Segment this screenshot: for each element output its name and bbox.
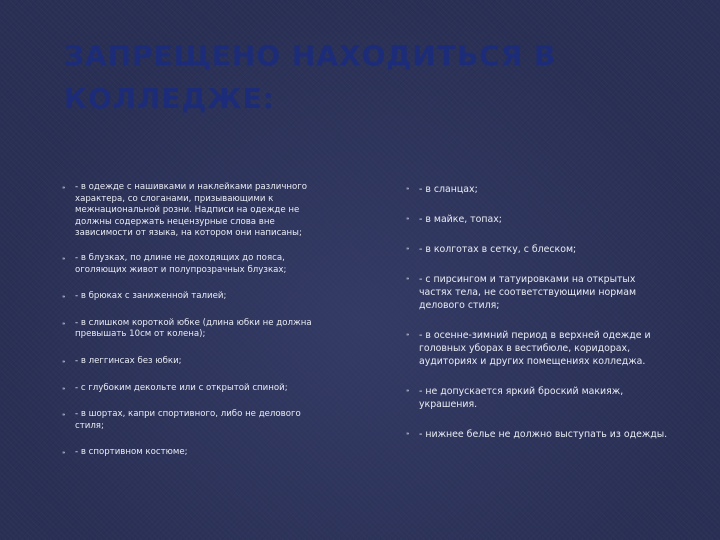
bullet-icon: ⁍ (62, 411, 66, 420)
bullet-icon: ⁍ (406, 331, 410, 339)
list-item-text: - в блузках, по длине не доходящих до пояса, оголяющих живот и полупрозрачных блузках; (75, 252, 287, 275)
bullet-icon: ⁍ (62, 449, 66, 458)
list-item (62, 291, 318, 303)
list-item-text: - в брюках с заниженной талией; (75, 291, 227, 302)
list-item-text: - в осенне-зимний период в верхней одежде и головных уборах в вестибюле, коридорах, аудиториях и других помещениях колледжа. (419, 330, 651, 367)
list-item (62, 447, 318, 459)
bullet-icon: ⁍ (62, 184, 66, 192)
list-item-text: - в сланцах; (419, 184, 478, 195)
bullet-icon: ⁍ (406, 215, 410, 223)
right-bullet-list (406, 183, 668, 458)
list-item (62, 356, 318, 368)
list-item-text: - не допускается яркий броский макияж, украшения. (419, 386, 624, 410)
bullet-icon: ⁍ (62, 293, 66, 302)
list-item-text: - в майке, топах; (419, 214, 502, 225)
list-item (62, 318, 318, 341)
list-item (62, 253, 318, 276)
list-item (406, 273, 668, 312)
list-item (62, 182, 318, 240)
bullet-icon: ⁍ (406, 185, 410, 193)
list-item-text: - в леггинсах без юбки; (75, 355, 182, 366)
bullet-icon: ⁍ (406, 275, 410, 283)
list-item (406, 213, 668, 226)
list-item-text: - в колготах в сетку, с блеском; (419, 244, 577, 255)
bullet-icon: ⁍ (62, 319, 66, 328)
bullet-icon: ⁍ (406, 387, 410, 395)
list-item-text: - с пирсингом и татуировками на открытых частях тела, не соответствующими нормам делового стиля; (419, 274, 637, 311)
list-item-text: - в слишком короткой юбке (длина юбки не должна превышать 10см от колена); (75, 317, 312, 340)
list-item (406, 428, 668, 441)
list-item-text: - с глубоким декольте или с открытой спиной; (75, 382, 288, 393)
list-item (406, 183, 668, 196)
bullet-icon: ⁍ (406, 430, 410, 438)
list-item (406, 243, 668, 256)
list-item (62, 409, 318, 432)
list-item-text: - в одежде с нашивками и наклейками различного характера, со слоганами, призывающими к межнациональной розни. Надписи на одежде не должны содержать нецензурные слова вне зависимости от языка, на котором они написаны; (75, 182, 308, 239)
list-item (406, 385, 668, 411)
list-item-text: - в шортах, капри спортивного, либо не делового стиля; (75, 409, 301, 431)
bullet-icon: ⁍ (62, 357, 66, 366)
bullet-icon: ⁍ (62, 384, 66, 393)
left-bullet-list (62, 182, 318, 474)
list-item (62, 383, 318, 395)
bullet-icon: ⁍ (62, 254, 66, 263)
bullet-icon: ⁍ (406, 245, 410, 253)
list-item-text: - нижнее белье не должно выступать из одежды. (419, 429, 668, 440)
list-item (406, 329, 668, 368)
list-item-text: - в спортивном костюме; (75, 447, 188, 458)
slide-title: ЗАПРЕЩЕНО НАХОДИТЬСЯ В КОЛЛЕДЖЕ: (64, 39, 557, 115)
